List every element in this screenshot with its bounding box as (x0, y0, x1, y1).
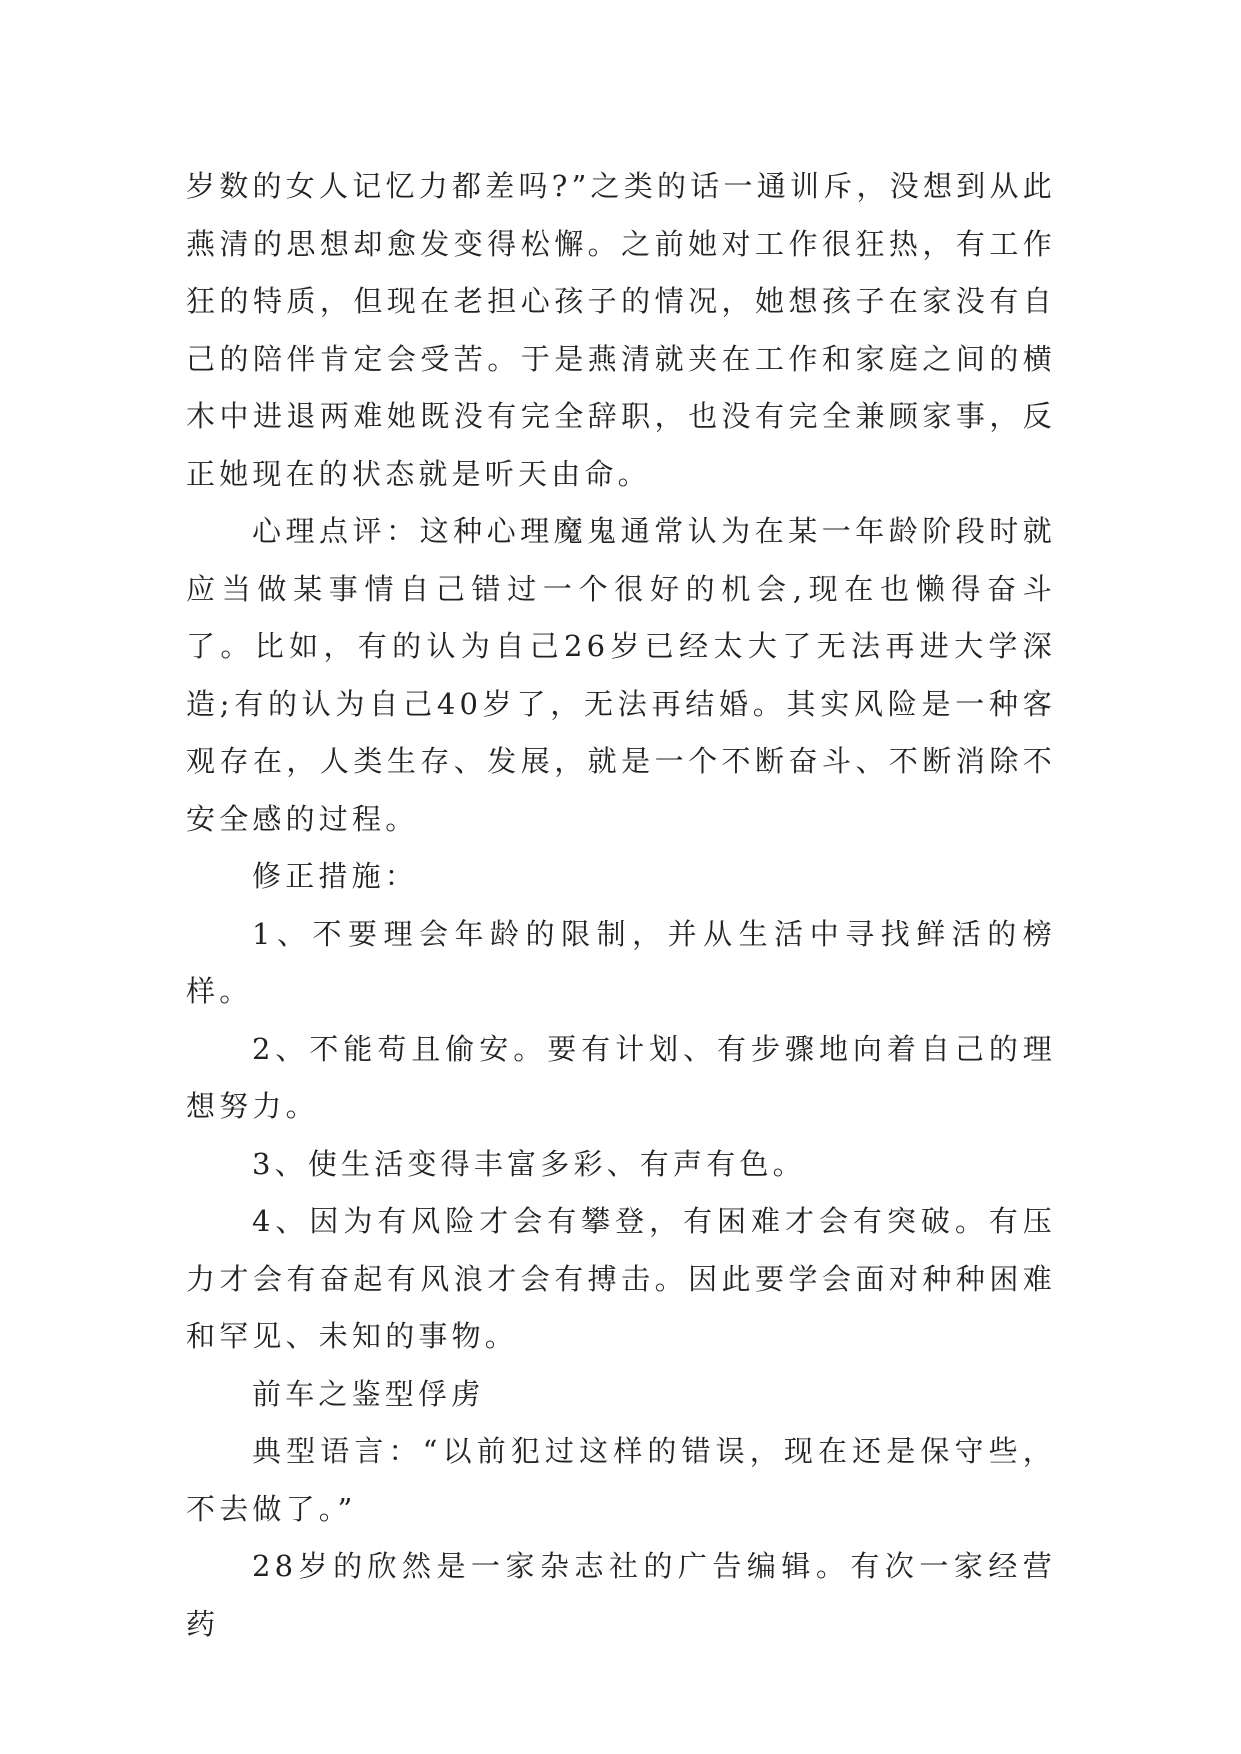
paragraph-case-start: 28岁的欣然是一家杂志社的广告编辑。有次一家经营药 (186, 1549, 1056, 1641)
document-body (186, 158, 1056, 1653)
paragraph-typical-language: 典型语言：“以前犯过这样的错误，现在还是保守些，不去做了。” (186, 1434, 1056, 1526)
paragraph-psychology-comment: 心理点评：这种心理魔鬼通常认为在某一年龄阶段时就应当做某事情自己错过一个很好的机会,现在也懒得奋斗了。比如，有的认为自己26岁已经太大了无法再进大学深造;有的认为自己40岁了，无法再结婚。其实风险是一种客观存在，人类生存、发展，就是一个不断奋斗、不断消除不安全感的过程。 (186, 514, 1056, 836)
paragraph-measure-3: 3、使生活变得丰富多彩、有声有色。 (252, 1146, 806, 1181)
paragraph-measure-4: 4、因为有风险才会有攀登，有困难才会有突破。有压力才会有奋起有风浪才会有搏击。因此要学会面对种种困难和罕见、未知的事物。 (186, 1204, 1056, 1353)
paragraph-measure-2: 2、不能苟且偷安。要有计划、有步骤地向着自己的理想努力。 (186, 1031, 1056, 1123)
paragraph-measure-1: 1、不要理会年龄的限制，并从生活中寻找鲜活的榜样。 (186, 916, 1056, 1008)
paragraph-section-heading: 前车之鉴型俘虏 (252, 1376, 485, 1411)
paragraph-correction-heading: 修正措施： (252, 859, 419, 893)
paragraph-continuation: 岁数的女人记忆力都差吗?”之类的话一通训斥，没想到从此燕清的思想却愈发变得松懈。之前她对工作很狂热，有工作狂的特质，但现在老担心孩子的情况，她想孩子在家没有自己的陪伴肯定会受苦。于是燕清就夹在工作和家庭之间的横木中进退两难她既没有完全辞职，也没有完全兼顾家事，反正她现在的状态就是听天由命。 (186, 169, 1056, 491)
